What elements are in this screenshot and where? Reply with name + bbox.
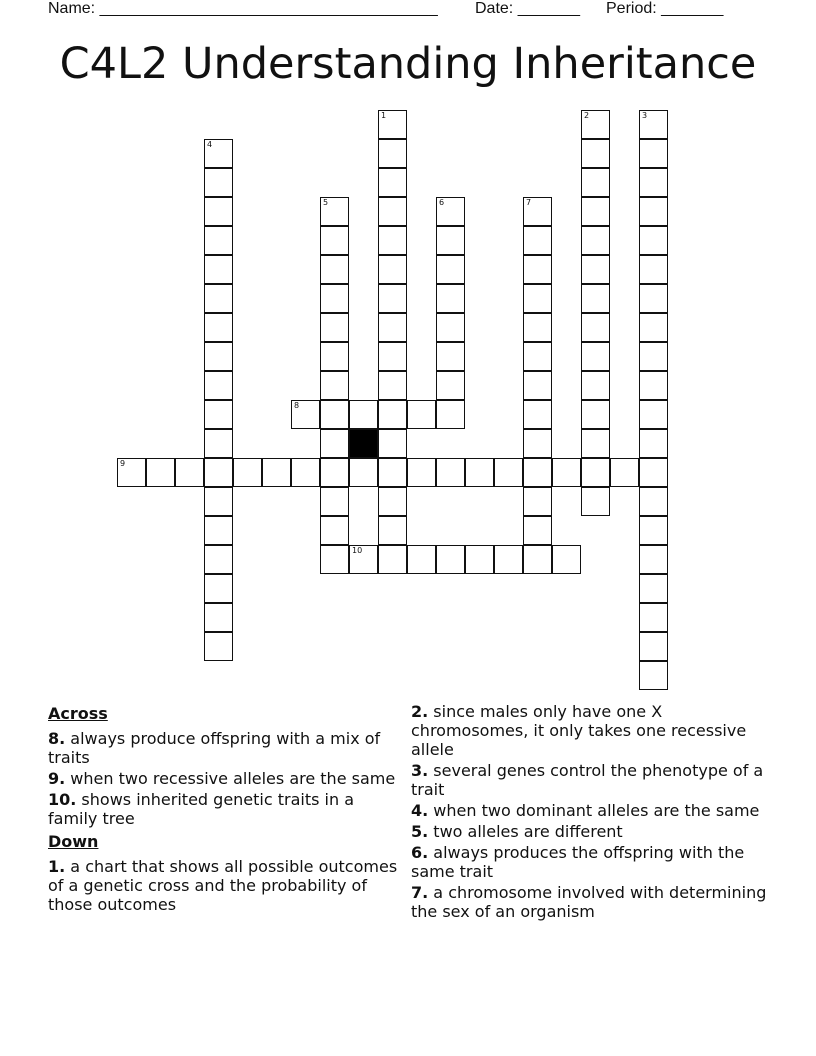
clue-number-label: 7	[526, 198, 532, 207]
crossword-cell[interactable]	[581, 429, 610, 458]
down-clue	[48, 857, 398, 914]
crossword-cell[interactable]	[639, 400, 668, 429]
crossword-cell[interactable]	[465, 545, 494, 574]
crossword-cell[interactable]	[552, 458, 581, 487]
crossword-cell[interactable]	[407, 545, 436, 574]
clue-number: 4.	[411, 801, 429, 820]
crossword-cell[interactable]	[523, 400, 552, 429]
clue-text: always produce offspring with a mix of traits	[48, 729, 381, 767]
crossword-cell[interactable]	[378, 226, 407, 255]
crossword-cell[interactable]	[204, 139, 233, 168]
clue-text: a chart that shows all possible outcomes of a genetic cross and the probability of those outcomes	[48, 857, 398, 914]
crossword-cell[interactable]	[581, 110, 610, 139]
crossword-cell[interactable]	[378, 545, 407, 574]
crossword-cell[interactable]	[639, 516, 668, 545]
crossword-cell[interactable]	[204, 284, 233, 313]
crossword-cell[interactable]	[523, 371, 552, 400]
crossword-cell[interactable]	[523, 429, 552, 458]
crossword-cell[interactable]	[204, 516, 233, 545]
down-clue	[411, 822, 771, 841]
crossword-cell[interactable]	[204, 168, 233, 197]
crossword-cell[interactable]	[436, 400, 465, 429]
crossword-cell[interactable]	[639, 197, 668, 226]
clue-number: 1.	[48, 857, 66, 876]
clues-left-column	[48, 702, 398, 916]
clue-number-label: 6	[439, 198, 445, 207]
clue-text: since males only have one X chromosomes, it only takes one recessive allele	[411, 702, 747, 759]
crossword-cell[interactable]	[407, 458, 436, 487]
crossword-cell[interactable]	[378, 110, 407, 139]
crossword-cell[interactable]	[581, 284, 610, 313]
crossword-cell[interactable]	[378, 342, 407, 371]
crossword-cell[interactable]	[378, 371, 407, 400]
crossword-cell[interactable]	[639, 661, 668, 690]
down-clue	[411, 801, 771, 820]
crossword-cell[interactable]	[494, 458, 523, 487]
crossword-cell[interactable]	[204, 371, 233, 400]
crossword-cell[interactable]	[175, 458, 204, 487]
crossword-cell[interactable]	[349, 458, 378, 487]
crossword-cell[interactable]	[639, 487, 668, 516]
crossword-cell[interactable]	[378, 400, 407, 429]
crossword-cell[interactable]	[581, 487, 610, 516]
clue-number: 10.	[48, 790, 77, 809]
crossword-cell[interactable]	[378, 139, 407, 168]
crossword-cell[interactable]	[204, 603, 233, 632]
crossword-cell[interactable]	[436, 284, 465, 313]
crossword-cell[interactable]	[639, 429, 668, 458]
crossword-cell[interactable]	[320, 226, 349, 255]
crossword-cell[interactable]	[639, 342, 668, 371]
clue-text: when two dominant alleles are the same	[428, 801, 760, 820]
clue-text: several genes control the phenotype of a trait	[411, 761, 764, 799]
crossword-cell[interactable]	[320, 516, 349, 545]
crossword-cell[interactable]	[523, 545, 552, 574]
crossword-cell[interactable]	[378, 429, 407, 458]
crossword-cell[interactable]	[436, 342, 465, 371]
crossword-cell[interactable]	[378, 313, 407, 342]
crossword-cell[interactable]	[262, 458, 291, 487]
crossword-cell[interactable]	[523, 255, 552, 284]
across-heading: Across	[48, 704, 108, 723]
crossword-cell[interactable]	[291, 458, 320, 487]
crossword-cell[interactable]	[639, 313, 668, 342]
crossword-cell[interactable]	[117, 458, 146, 487]
clue-number-label: 10	[352, 546, 363, 555]
crossword-cell[interactable]	[320, 545, 349, 574]
date-field[interactable]: Date: _______	[475, 0, 580, 17]
crossword-cell[interactable]	[523, 226, 552, 255]
clue-text: when two recessive alleles are the same	[65, 769, 396, 788]
crossword-cell[interactable]	[320, 487, 349, 516]
crossword-cell[interactable]	[407, 400, 436, 429]
crossword-cell[interactable]	[523, 516, 552, 545]
crossword-cell[interactable]	[349, 545, 378, 574]
crossword-cell[interactable]	[639, 168, 668, 197]
across-clue	[48, 769, 398, 788]
crossword-cell[interactable]	[320, 313, 349, 342]
clue-text: two alleles are different	[428, 822, 623, 841]
crossword-cell[interactable]	[291, 400, 320, 429]
crossword-cell[interactable]	[378, 168, 407, 197]
crossword-cell[interactable]	[523, 487, 552, 516]
name-field[interactable]: Name: ______________________________________	[48, 0, 438, 17]
clues-right-column	[411, 702, 771, 923]
clue-number: 8.	[48, 729, 66, 748]
clue-number: 5.	[411, 822, 429, 841]
crossword-cell[interactable]	[204, 574, 233, 603]
crossword-cell[interactable]	[436, 545, 465, 574]
crossword-cell[interactable]	[436, 226, 465, 255]
down-heading: Down	[48, 832, 99, 851]
crossword-cell[interactable]	[581, 371, 610, 400]
clue-number: 2.	[411, 702, 429, 721]
crossword-cell[interactable]	[639, 255, 668, 284]
clue-number-label: 8	[294, 401, 300, 410]
crossword-cell[interactable]	[204, 545, 233, 574]
page-title: C4L2 Understanding Inheritance	[59, 39, 757, 89]
crossword-cell[interactable]	[204, 632, 233, 661]
crossword-cell[interactable]	[204, 400, 233, 429]
clue-number: 3.	[411, 761, 429, 780]
clue-number: 6.	[411, 843, 429, 862]
crossword-cell[interactable]	[436, 313, 465, 342]
crossword-cell[interactable]	[610, 458, 639, 487]
crossword-cell[interactable]	[639, 574, 668, 603]
across-clue	[48, 729, 398, 767]
crossword-cell[interactable]	[523, 458, 552, 487]
crossword-cell[interactable]	[146, 458, 175, 487]
crossword-cell[interactable]	[581, 168, 610, 197]
crossword-cell[interactable]	[349, 400, 378, 429]
down-clue	[411, 702, 771, 759]
crossword-cell[interactable]	[378, 284, 407, 313]
crossword-cell[interactable]	[639, 545, 668, 574]
crossword-cell[interactable]	[581, 342, 610, 371]
crossword-cell[interactable]	[378, 487, 407, 516]
crossword-cell[interactable]	[436, 255, 465, 284]
crossword-cell[interactable]	[204, 255, 233, 284]
crossword-cell[interactable]	[494, 545, 523, 574]
across-clue	[48, 790, 398, 828]
clue-number-label: 9	[120, 459, 126, 468]
crossword-cell[interactable]	[320, 197, 349, 226]
crossword-cell[interactable]	[436, 458, 465, 487]
crossword-cell[interactable]	[320, 371, 349, 400]
crossword-cell[interactable]	[639, 603, 668, 632]
crossword-cell[interactable]	[639, 284, 668, 313]
crossword-cell[interactable]	[320, 342, 349, 371]
crossword-cell[interactable]	[378, 197, 407, 226]
crossword-cell[interactable]	[581, 400, 610, 429]
crossword-cell[interactable]	[320, 400, 349, 429]
crossword-cell[interactable]	[204, 313, 233, 342]
crossword-cell[interactable]	[581, 313, 610, 342]
crossword-cell[interactable]	[581, 139, 610, 168]
crossword-cell[interactable]	[639, 110, 668, 139]
crossword-cell[interactable]	[581, 255, 610, 284]
crossword-cell[interactable]	[523, 284, 552, 313]
clue-number: 9.	[48, 769, 66, 788]
crossword-cell[interactable]	[320, 458, 349, 487]
crossword-cell[interactable]	[204, 458, 233, 487]
down-clue	[411, 843, 771, 881]
crossword-cell[interactable]	[552, 545, 581, 574]
crossword-cell[interactable]	[581, 458, 610, 487]
clue-number-label: 5	[323, 198, 329, 207]
crossword-cell[interactable]	[378, 255, 407, 284]
crossword-cell[interactable]	[320, 255, 349, 284]
clue-number-label: 3	[642, 111, 648, 120]
down-clue	[411, 761, 771, 799]
crossword-cell[interactable]	[639, 226, 668, 255]
crossword-cell[interactable]	[320, 429, 349, 458]
crossword-cell[interactable]	[378, 516, 407, 545]
clue-number-label: 2	[584, 111, 590, 120]
clue-text: shows inherited genetic traits in a family tree	[48, 790, 355, 828]
crossword-cell[interactable]	[639, 139, 668, 168]
crossword-cell[interactable]	[639, 458, 668, 487]
crossword-cell[interactable]	[378, 458, 407, 487]
crossword-cell[interactable]	[523, 197, 552, 226]
crossword-cell[interactable]	[233, 458, 262, 487]
crossword-cell[interactable]	[204, 342, 233, 371]
clue-number-label: 1	[381, 111, 387, 120]
crossword-cell[interactable]	[204, 226, 233, 255]
crossword-cell[interactable]	[581, 197, 610, 226]
clue-text: a chromosome involved with determining the sex of an organism	[411, 883, 767, 921]
clue-number-label: 4	[207, 140, 213, 149]
period-field[interactable]: Period: _______	[606, 0, 724, 17]
crossword-cell[interactable]	[204, 429, 233, 458]
crossword-cell[interactable]	[639, 371, 668, 400]
crossword-cell[interactable]	[436, 371, 465, 400]
crossword-cell[interactable]	[523, 342, 552, 371]
crossword-cell[interactable]	[581, 226, 610, 255]
crossword-cell[interactable]	[523, 313, 552, 342]
crossword-cell[interactable]	[204, 197, 233, 226]
clue-number: 7.	[411, 883, 429, 902]
crossword-cell[interactable]	[639, 632, 668, 661]
down-clue	[411, 883, 771, 921]
crossword-shaded-cell	[349, 429, 378, 458]
crossword-cell[interactable]	[465, 458, 494, 487]
clue-text: always produces the offspring with the same trait	[411, 843, 745, 881]
crossword-cell[interactable]	[204, 487, 233, 516]
crossword-cell[interactable]	[436, 197, 465, 226]
crossword-cell[interactable]	[320, 284, 349, 313]
